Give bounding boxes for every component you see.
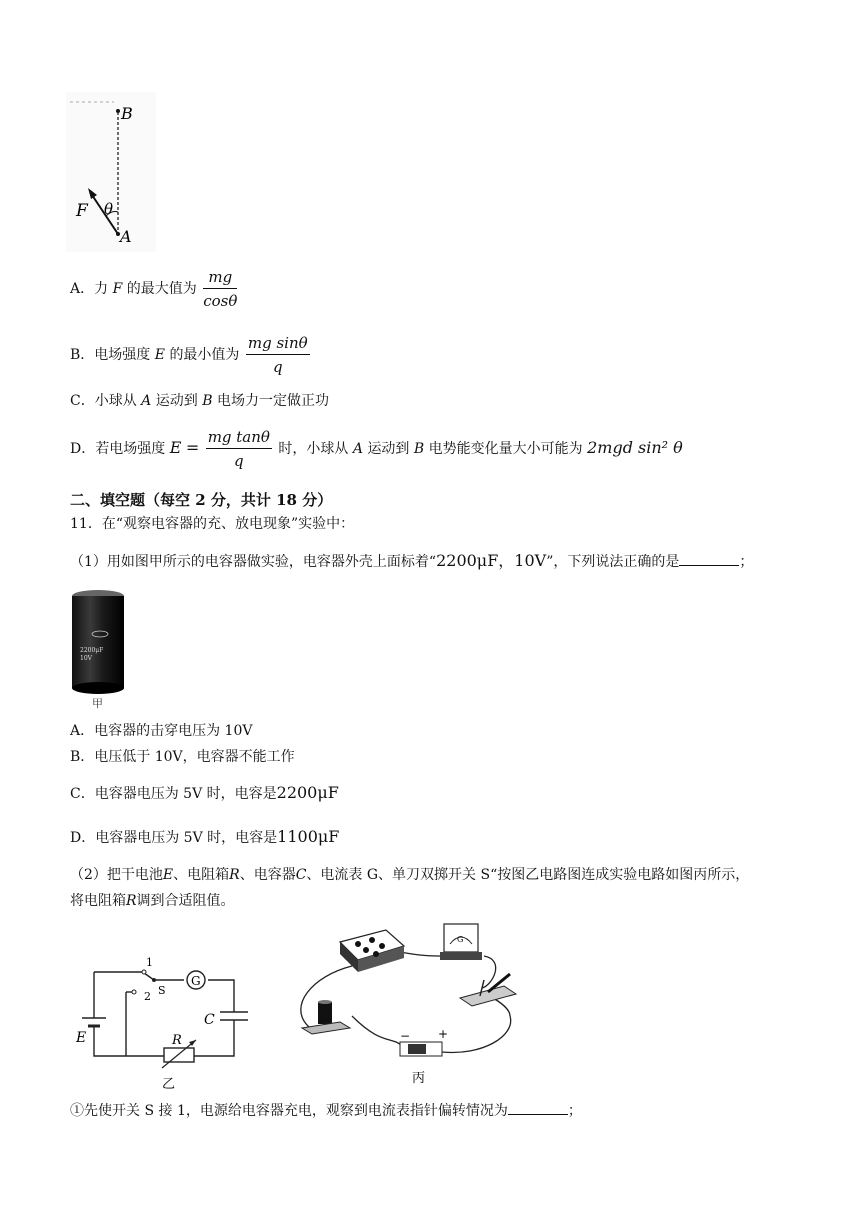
wire (482, 956, 496, 988)
label-2: 2 (144, 990, 151, 1003)
fraction: $\frac{mg}{\cos\theta}$ (203, 268, 238, 310)
option-d: D．若电场强度 E = $\frac{\text{mg tanθ}}{q}$ 时，小球从 A 运动到 B 电势能变化量大小可能为 2mgd sin² θ (70, 428, 683, 470)
force-diagram (66, 92, 156, 252)
battery-minus-label: − (400, 1029, 411, 1043)
section-title: 二、填空题（每空 2 分，共计 18 分） (70, 491, 333, 509)
q11-option-b: B．电压低于 10V，电容器不能工作 (70, 749, 295, 765)
apparatus-diagram-bing (292, 916, 538, 1092)
fraction: $\frac{\text{mg sinθ}}{q}$ (247, 334, 308, 376)
label-r: R (172, 1033, 182, 1048)
knob (373, 951, 379, 957)
answer-blank (508, 1100, 568, 1115)
label-theta: θ (104, 200, 114, 218)
q11-option-c: C．电容器电压为 5V 时，电容是2200μF (70, 783, 339, 802)
switch-pivot (152, 978, 156, 982)
q11-stem: 11．在“观察电容器的充、放电现象”实验中： (70, 516, 355, 532)
terminal-1 (142, 970, 146, 974)
capacitor-body (72, 596, 124, 688)
label-e: E (76, 1030, 87, 1046)
galvanometer-label: G (457, 935, 464, 944)
label-a: A (120, 227, 132, 246)
q11-part2-line2: 将电阻箱R调到合适阻值。 (70, 893, 235, 909)
fig-yi-label: 乙 (162, 1077, 176, 1092)
label-f: F (76, 201, 88, 221)
option-a: A．力 F 的最大值为 $\frac{mg}{\cos\theta}$ (70, 268, 238, 310)
circuit-diagram-yi (70, 936, 280, 1094)
label-s: S (158, 984, 166, 997)
wire (400, 952, 442, 956)
q11-step1: ①先使开关 S 接 1，电源给电容器充电，观察到电流表指针偏转情况为 ； (70, 1100, 582, 1120)
q11-part1: （1）用如图甲所示的电容器做实验，电容器外壳上面标着“2200μF，10V”，下列说法正确的是 ； (70, 551, 754, 570)
q11-option-a: A．电容器的击穿电压为 10V (70, 723, 253, 739)
option-c: C．小球从 A 运动到 B 电场力一定做正功 (70, 393, 329, 409)
capacitor-image (70, 586, 130, 710)
answer-blank (679, 551, 739, 566)
q11-option-d: D．电容器电压为 5V 时，电容是1100μF (70, 827, 340, 846)
switch-base (460, 986, 516, 1006)
battery-plus-label: + (438, 1027, 449, 1041)
capacitor-label-voltage: 10V (80, 655, 92, 662)
label-b: B (121, 104, 133, 123)
resistor-box (164, 1048, 194, 1062)
fraction: $\frac{\text{mg tanθ}}{q}$ (207, 428, 270, 470)
label-c: C (204, 1012, 215, 1028)
knob (363, 947, 369, 953)
knob (355, 941, 361, 947)
capacitor-small-top (318, 1000, 332, 1004)
battery-cell (408, 1044, 426, 1054)
option-b: B．电场强度 E 的最小值为 $\frac{\text{mg sinθ}}{q}$ (70, 334, 308, 376)
knob (379, 943, 385, 949)
label-g: G (191, 974, 201, 988)
q11-part2-line1: （2）把干电池E、电阻箱R、电容器C、电流表 G、单刀双掷开关 S“按图乙电路图连成实验电路如图丙所示， (70, 867, 750, 883)
terminal-2 (132, 990, 136, 994)
galvanometer-base (440, 952, 482, 960)
wire (442, 1016, 511, 1053)
fig-bing-label: 丙 (412, 1071, 426, 1086)
capacitor-bottom (72, 682, 124, 694)
wire (352, 1016, 402, 1046)
capacitor-small (318, 1002, 332, 1024)
label-1: 1 (146, 956, 153, 969)
capacitor-base (302, 1022, 350, 1034)
fig-jia-label: 甲 (92, 697, 103, 710)
knob (369, 937, 375, 943)
capacitor-label-capacitance: 2200μF (80, 647, 104, 654)
wire (208, 980, 234, 1012)
